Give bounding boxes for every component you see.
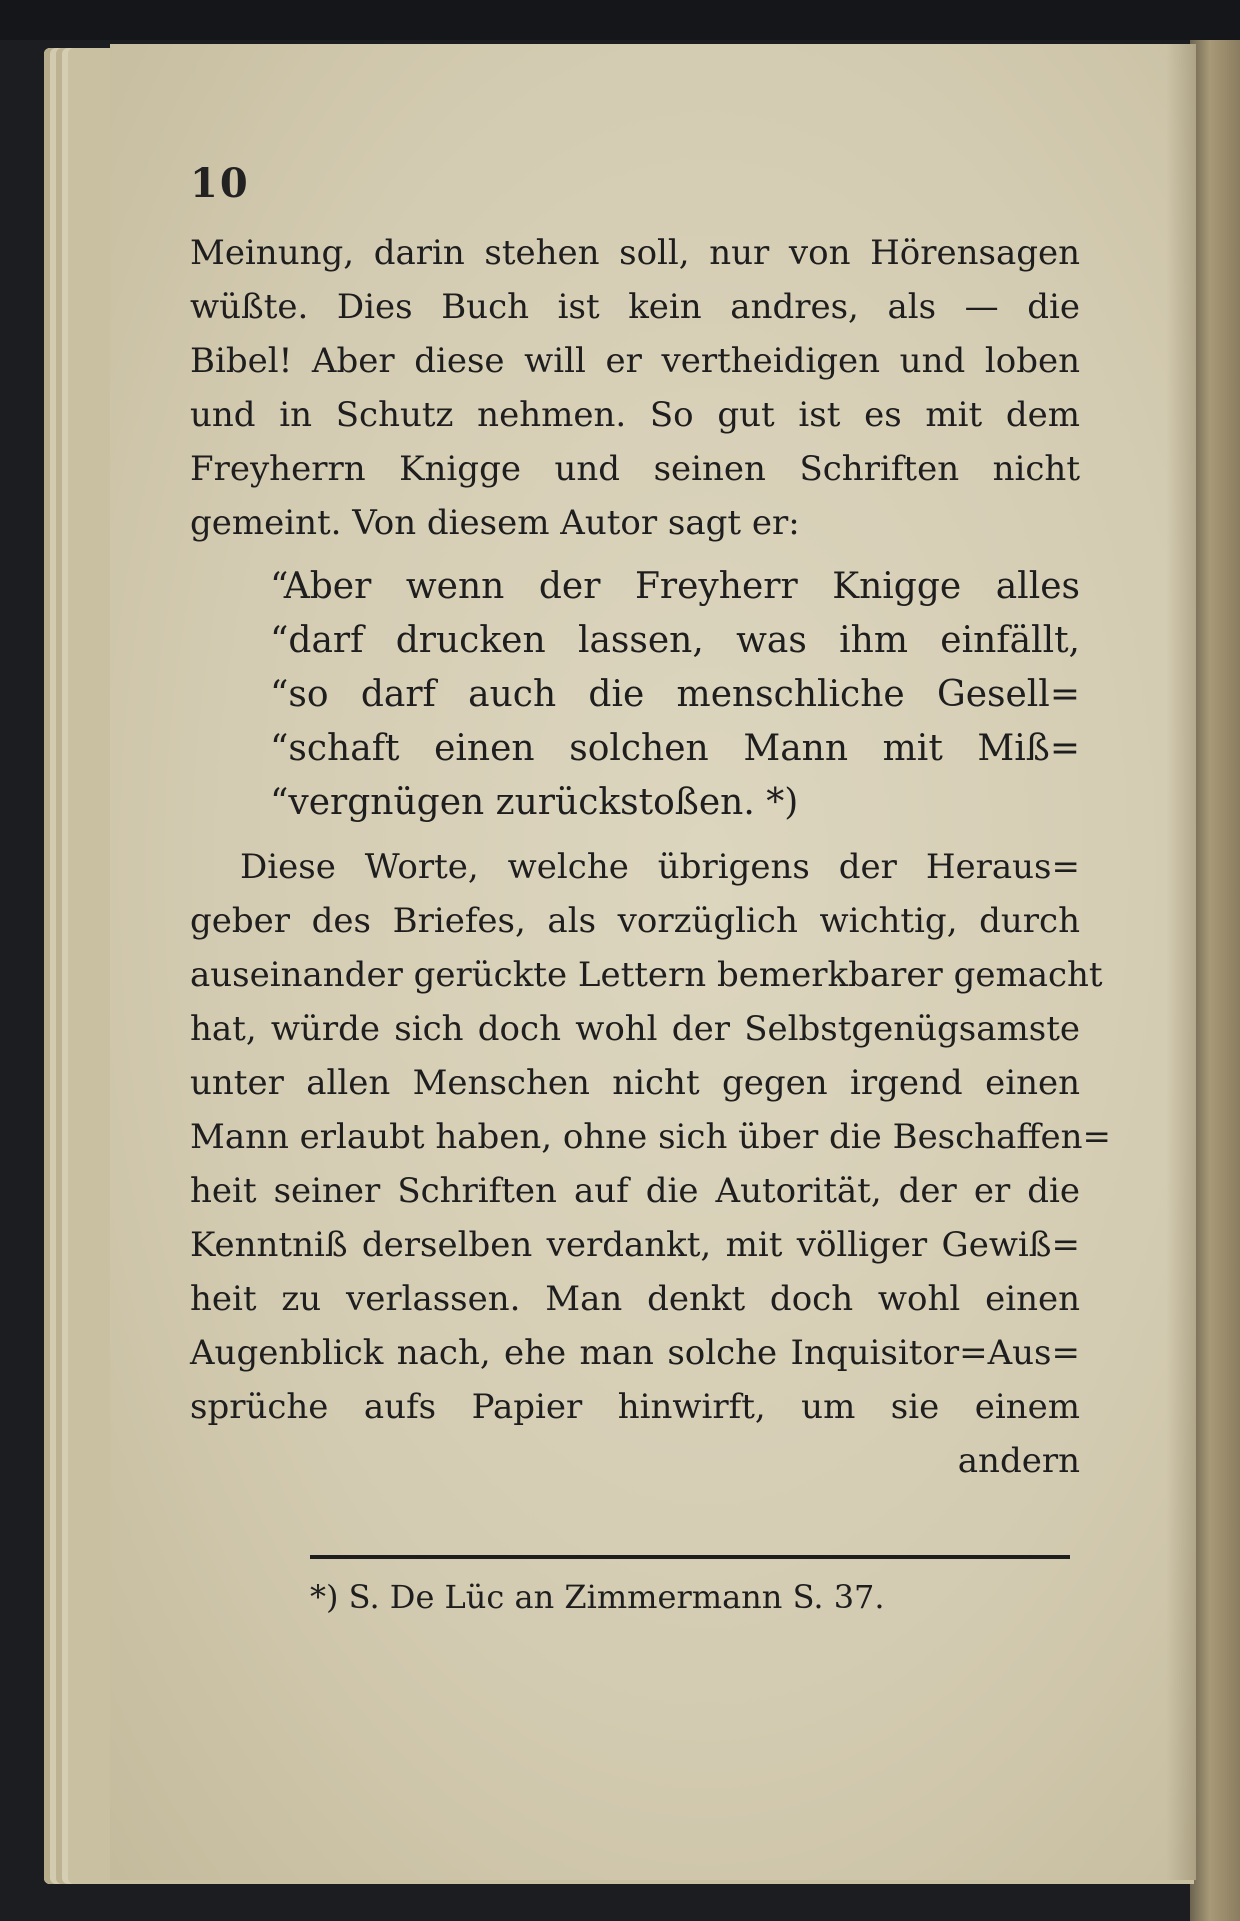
text-line: Meinung, darin stehen soll, nur von Hörensagen — [190, 233, 1080, 273]
paragraph-line: auseinander gerückte Lettern bemerkbarer gemacht — [190, 955, 1103, 995]
paragraph-line: geber des Briefes, als vorzüglich wichtig, durch — [190, 901, 1080, 941]
text-line: Bibel! Aber diese will er vertheidigen und loben — [190, 341, 1080, 381]
text-line: und in Schutz nehmen. So gut ist es mit dem — [190, 395, 1080, 435]
quote-line: “Aber wenn der Freyherr Knigge alles — [270, 566, 1080, 607]
page-number: 10 — [190, 160, 250, 207]
quote-line: “darf drucken lassen, was ihm einfällt, — [270, 620, 1080, 661]
text-line: gemeint. Von diesem Autor sagt er: — [190, 503, 800, 543]
facing-page-edge — [1190, 40, 1240, 1921]
paragraph-line: Diese Worte, welche übrigens der Heraus= — [240, 847, 1080, 887]
text-line: wüßte. Dies Buch ist kein andres, als — die — [190, 287, 1080, 327]
paragraph-line: sprüche aufs Papier hinwirft, um sie einem — [190, 1387, 1080, 1427]
quote-line: “so darf auch die menschliche Gesell= — [270, 674, 1080, 715]
text-line: Freyherrn Knigge und seinen Schriften nicht — [190, 449, 1080, 489]
footnote-rule — [310, 1555, 1070, 1559]
paragraph-line: Kenntniß derselben verdankt, mit völliger Gewiß= — [190, 1225, 1080, 1265]
quote-line: “vergnügen zurückstoßen. *) — [270, 782, 799, 823]
paragraph-line: Augenblick nach, ehe man solche Inquisitor=Aus= — [190, 1333, 1080, 1373]
paragraph-line: unter allen Menschen nicht gegen irgend einen — [190, 1063, 1080, 1103]
background-shadow — [0, 0, 1240, 40]
paragraph-line: heit zu verlassen. Man denkt doch wohl einen — [190, 1279, 1080, 1319]
page-gutter — [1166, 44, 1196, 1880]
paragraph-line: Mann erlaubt haben, ohne sich über die Beschaffen= — [190, 1117, 1112, 1157]
paragraph-line: heit seiner Schriften auf die Autorität, der er die — [190, 1171, 1080, 1211]
main-text — [190, 226, 1112, 1488]
paragraph-line: hat, würde sich doch wohl der Selbstgenügsamste — [190, 1009, 1080, 1049]
catchword: andern — [957, 1441, 1080, 1481]
footnote: *) S. De Lüc an Zimmermann S. 37. — [310, 1578, 885, 1616]
quote-line: “schaft einen solchen Mann mit Miß= — [270, 728, 1080, 769]
